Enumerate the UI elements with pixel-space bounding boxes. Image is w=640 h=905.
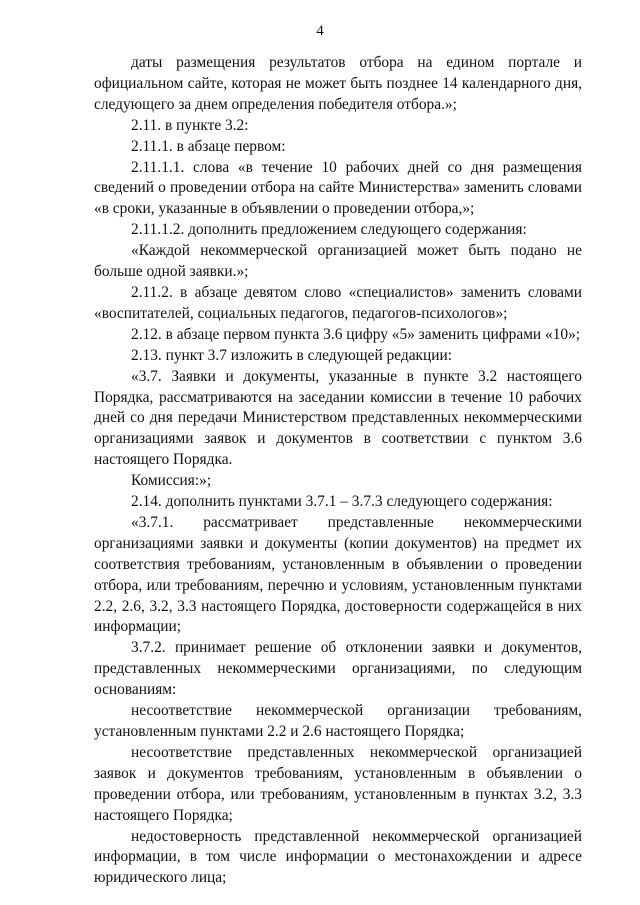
paragraph-continuation: даты размещения результатов отбора на едином портале и официальном сайте, которая не может быть позднее 14 календарного дня, следующего за днем определения победителя отбора.»; [94,54,582,113]
paragraph-2-11-1-1: 2.11.1.1. слова «в течение 10 рабочих дней со дня размещения сведений о проведении отбора на сайте Министерства» заменить словами «в сроки, указанные в объявлении о проведении отбора,»; [94,158,582,218]
paragraph-2-11-1: 2.11.1. в абзаце первом: [131,137,286,155]
paragraph-2-13: 2.13. пункт 3.7 изложить в следующей редакции: [131,346,452,364]
paragraph-2-14: 2.14. дополнить пунктами 3.7.1 – 3.7.3 следующего содержания: [131,493,553,511]
paragraph-ground-3: недостоверность представленной некоммерческой организацией информации, в том числе информации о местонахождении и адресе юридического лица; [94,827,582,887]
paragraph-2-11: 2.11. в пункте 3.2: [131,116,249,134]
paragraph-3-7: «3.7. Заявки и документы, указанные в пункте 3.2 настоящего Порядка, рассматриваются на заседании комиссии в течение 10 рабочих дней со дня передачи Министерством представленных некоммерческими организациями заявок и документов в соответствии с пунктом 3.6 настоящего Порядка. [94,367,582,469]
paragraph-3-7-2: 3.7.2. принимает решение об отклонении заявки и документов, представленных некоммерческими организациями, по следующим основаниям: [94,639,582,699]
paragraph-2-11-1-2: 2.11.1.2. дополнить предложением следующего содержания: [131,221,527,239]
paragraph-ground-2: несоответствие представленных некоммерческой организацией заявок и документов требованиям, установленным в объявлении о проведении отбора, или требованиям, установленным в пунктах 3.2, 3.3 настоящего Порядка; [94,743,582,824]
paragraph-ground-1: несоответствие некоммерческой организации требованиям, установленным пунктами 2.2 и 2.6 настоящего Порядка; [94,702,582,740]
page-number: 4 [316,23,324,39]
paragraph-2-11-2: 2.11.2. в абзаце девятом слово «специалистов» заменить словами «воспитателей, социальных педагогов, педагогов-психологов»; [94,283,582,322]
document-body [94,53,582,889]
paragraph-3-7-1: «3.7.1. рассматривает представленные некоммерческими организациями заявки и документы (копии документов) на предмет их соответствия требованиям, установленным в объявлении о проведении отбора, или требованиям, перечню и условиям, установленным пунктами 2.2, 2.6, 3.2, 3.3 настоящего Порядка, достоверности содержащейся в них информации; [94,513,582,636]
paragraph-2-12: 2.12. в абзаце первом пункта 3.6 цифру «5» заменить цифрами «10»; [131,325,581,343]
paragraph-quote-one-application: «Каждой некоммерческой организацией может быть подано не больше одной заявки.»; [94,242,582,281]
paragraph-commission: Комиссия:»; [131,472,212,490]
